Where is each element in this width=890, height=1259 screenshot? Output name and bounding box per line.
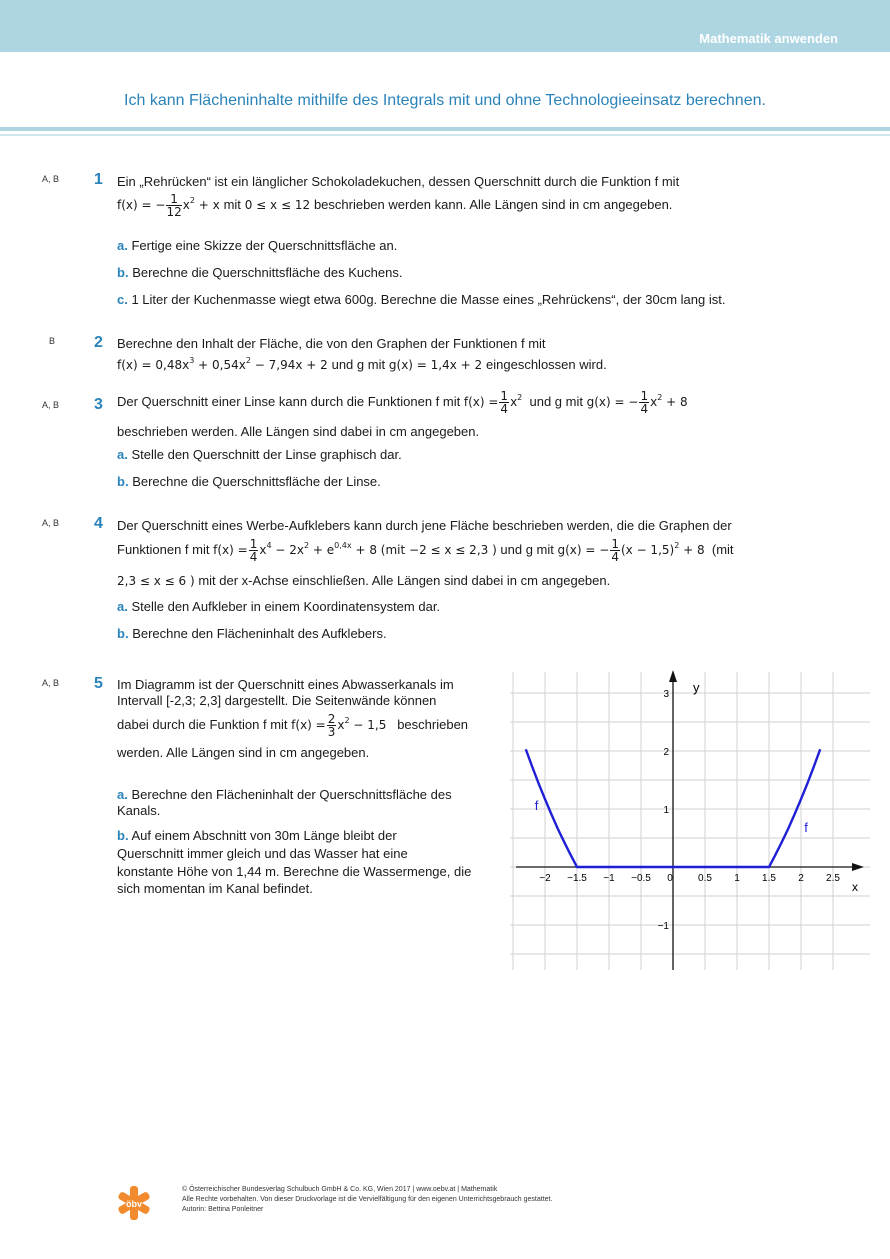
y-axis-arrow (669, 670, 677, 682)
task-2-formula: $f(x) = 0,48x^3 + 0,54x^2 - 7,94x + 2$ und g mit g(x) = 1,4x + 2 eingeschlossen wird. (117, 356, 607, 372)
task-5-l3: dabei durch die Funktion f mit f(x) = $\frac{2}{3}$ $x^2 - 1,5$ beschrieben (117, 712, 469, 739)
task-1a: a. Fertige eine Skizze der Querschnittsfläche an. (117, 238, 398, 253)
y-tick-label: 3 (663, 689, 669, 700)
task-3a: a. Stelle den Querschnitt der Linse graphisch dar. (117, 447, 402, 462)
task-3-number: 3 (94, 396, 103, 413)
task-1b: b. Berechne die Querschnittsfläche des Kuchens. (117, 265, 403, 280)
task-1-formula: f(x) = − $\frac{1}{12}$ $x^2 + x$ mit 0 ≤ x ≤ 12 beschrieben werden kann. Alle Längen sind in cm angegeben. (117, 192, 673, 219)
x-tick-label: −1.5 (567, 873, 587, 884)
task-1c: c. 1 Liter der Kuchenmasse wiegt etwa 600g. Berechne die Masse eines „Rehrückens“, der 30cm lang ist. (117, 292, 726, 307)
divider-stripe (0, 127, 890, 131)
task-5b-1: b. Auf einem Abschnitt von 30m Länge bleibt der (117, 828, 397, 843)
footer-line-1: © Österreichischer Bundesverlag Schulbuch GmbH & Co. KG, Wien 2017 | www.oebv.at | Mathematik (182, 1186, 498, 1193)
y-tick-label: −1 (657, 921, 669, 932)
task-5-tag: A, B (42, 678, 60, 688)
task-1-text: Ein „Rehrücken“ ist ein länglicher Schokoladekuchen, dessen Querschnitt durch die Funktion f mit (117, 174, 680, 189)
task-5b-4: sich momentan im Kanal befindet. (117, 881, 313, 896)
series-f-label-right: f (804, 820, 808, 836)
task-3-line1: Der Querschnitt einer Linse kann durch die Funktionen f mit f(x) = $\frac{1}{4}$ $x^2$ und g mit g(x) = − $\frac{1}{4}$ $x^2 + 8$ (117, 389, 688, 416)
footer (182, 1185, 552, 1215)
header-title: Mathematik anwenden (699, 31, 838, 46)
page-subtitle: Ich kann Flächeninhalte mithilfe des Integrals mit und ohne Technologieeinsatz berechnen. (124, 92, 766, 109)
task-5b-2: Querschnitt immer gleich und das Wasser hat eine (117, 846, 408, 861)
task-4-tag: A, B (42, 518, 60, 528)
task-4-number: 4 (94, 515, 103, 532)
x-tick-label: −1 (603, 873, 615, 884)
y-tick-label: 1 (663, 805, 669, 816)
task-3-text2: beschrieben werden. Alle Längen sind dabei in cm angegeben. (117, 424, 480, 439)
task-4-line2: Funktionen f mit f(x) = $\frac{1}{4}$ $x^4 - 2x^2 + e^{0,4x} + 8$ (mit −2 ≤ x ≤ 2,3 ) und g mit g(x) = − $\frac{1}{4}$ $(x - 1,5)^2 + 8$ (mit (117, 537, 734, 564)
channel-cross-section-chart (510, 668, 870, 970)
task-4a: a. Stelle den Aufkleber in einem Koordinatensystem dar. (117, 599, 441, 614)
task-2-text: Berechne den Inhalt der Fläche, die von den Graphen der Funktionen f mit (117, 336, 546, 351)
x-tick-label: −0.5 (631, 873, 651, 884)
x-tick-label: −2 (539, 873, 551, 884)
task-1-number: 1 (94, 171, 103, 188)
oebv-logo (116, 1185, 152, 1221)
x-axis-arrow (852, 863, 864, 871)
task-2-tag: B (49, 336, 56, 346)
task-5a-2: Kanals. (117, 803, 161, 818)
task-4-text: Der Querschnitt eines Werbe-Aufklebers kann durch jene Fläche beschrieben werden, die die Graphen der (117, 518, 732, 533)
y-axis-label: y (693, 680, 700, 695)
y-tick-label: 2 (663, 747, 669, 758)
x-axis-label: x (852, 880, 858, 894)
x-tick-label: 1.5 (762, 873, 776, 884)
task-4b: b. Berechne den Flächeninhalt des Aufklebers. (117, 626, 387, 641)
logo-text: öbv (125, 1199, 143, 1209)
x-tick-label: 2.5 (826, 873, 840, 884)
task-4-line3: 2,3 ≤ x ≤ 6 ) mit der x-Achse einschließen. Alle Längen sind dabei in cm angegeben. (117, 573, 611, 588)
task-2-number: 2 (94, 334, 103, 351)
header-band (0, 0, 890, 52)
task-3b: b. Berechne die Querschnittsfläche der Linse. (117, 474, 381, 489)
footer-line-3: Autorin: Bettina Ponleitner (182, 1206, 264, 1213)
x-tick-label: 2 (798, 873, 804, 884)
task-5b-3: konstante Höhe von 1,44 m. Berechne die Wassermenge, die (117, 864, 472, 879)
task-5-l4: werden. Alle Längen sind in cm angegeben. (117, 745, 370, 760)
task-1-tag: A, B (42, 174, 60, 184)
task-5-number: 5 (94, 675, 103, 692)
task-5-l2: Intervall [-2,3; 2,3] dargestellt. Die Seitenwände können (117, 693, 437, 708)
x-tick-label: 0.5 (698, 873, 712, 884)
task-3-tag: A, B (42, 400, 60, 410)
divider-stripe-thin (0, 134, 890, 136)
task-5a-1: a. Berechne den Flächeninhalt der Querschnittsfläche des (117, 787, 452, 802)
task-5-l1: Im Diagramm ist der Querschnitt eines Abwasserkanals im (117, 677, 454, 692)
footer-line-2: Alle Rechte vorbehalten. Von dieser Druckvorlage ist die Vervielfältigung für den eigenen Unterrichtsgebrauch gestattet. (182, 1196, 553, 1203)
x-tick-label: 0 (667, 873, 673, 884)
series-f-label-left: f (534, 798, 539, 814)
x-tick-label: 1 (734, 873, 740, 884)
